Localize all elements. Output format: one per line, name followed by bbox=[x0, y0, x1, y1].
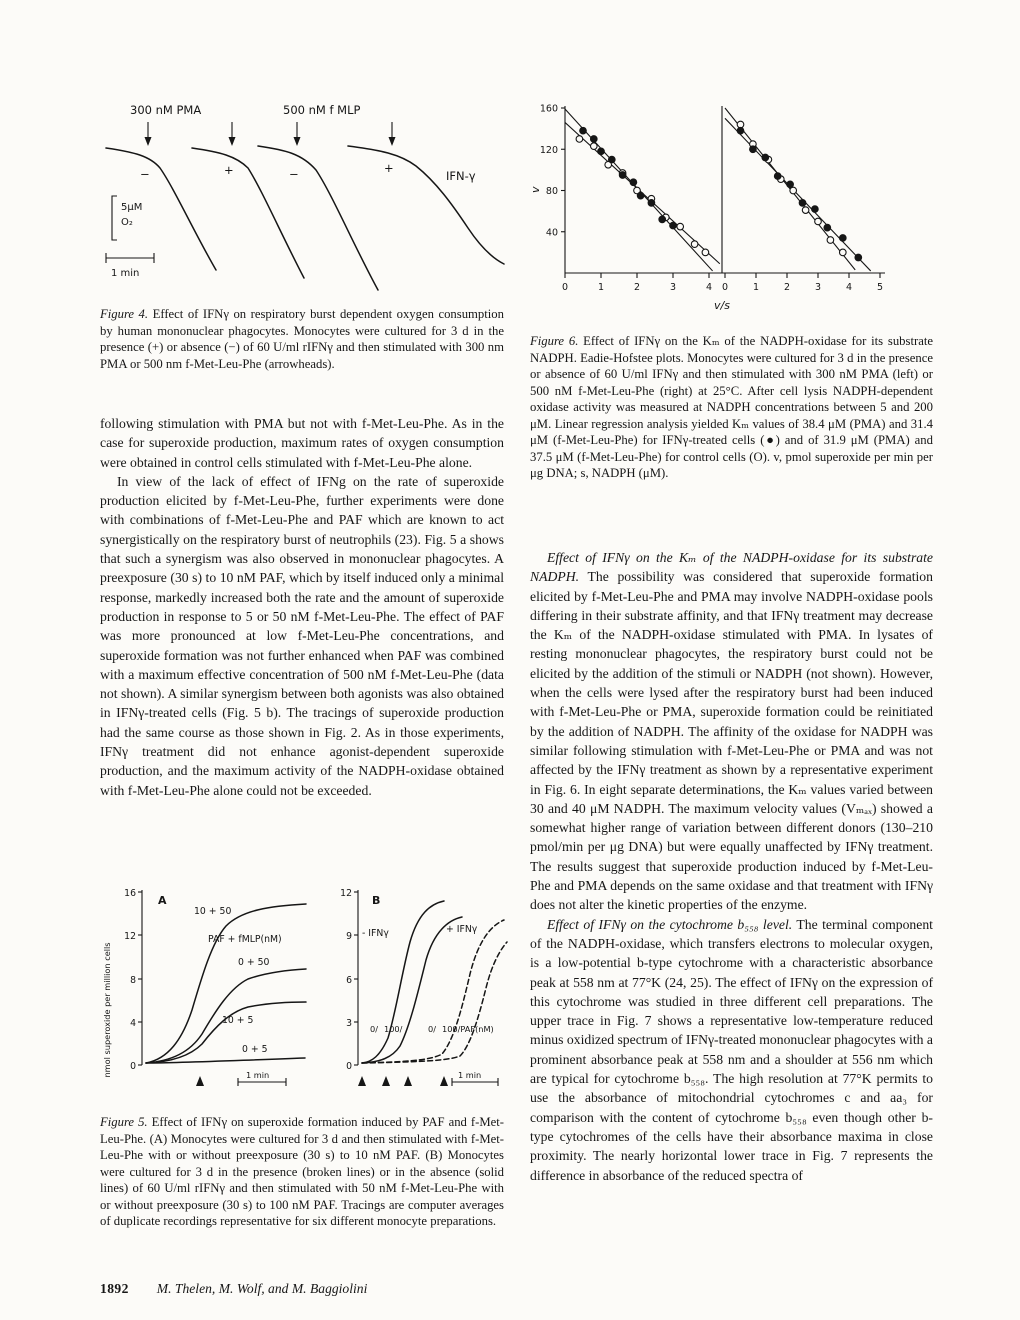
page-number: 1892 bbox=[100, 1281, 129, 1296]
panelB-label-0-dashed: 0/ bbox=[428, 1024, 436, 1034]
treated-data-point bbox=[670, 222, 677, 229]
panelB-label-minus-ifn: - IFNγ bbox=[362, 928, 389, 939]
tick-label: 160 bbox=[539, 103, 558, 115]
oxygen-scale-bracket bbox=[112, 196, 117, 240]
y-axis-ticks bbox=[540, 104, 565, 239]
figure6-caption bbox=[530, 333, 933, 482]
x-axis-label: v/s bbox=[714, 299, 730, 312]
tick-label: 3 bbox=[814, 282, 822, 293]
tick-label: 6 bbox=[346, 975, 352, 986]
panelB-time-scale-label: 1 min bbox=[458, 1070, 482, 1080]
panelB-stimulus-arrow-icon bbox=[358, 1076, 366, 1086]
control-data-point bbox=[802, 207, 809, 214]
panelB-stimulus-arrow-icon bbox=[440, 1076, 448, 1086]
figure4-caption bbox=[100, 306, 504, 372]
plus-sign: + bbox=[224, 163, 234, 177]
tick-label: 3 bbox=[346, 1018, 352, 1029]
treated-data-point bbox=[598, 148, 605, 155]
treated-data-point bbox=[630, 179, 637, 186]
stimulus-arrow-icon bbox=[294, 122, 301, 146]
oxygen-scale-label: 5μM bbox=[121, 202, 143, 213]
treated-data-point bbox=[659, 216, 666, 223]
tick-label: 80 bbox=[545, 186, 558, 197]
panelA-label-0-50: 0 + 50 bbox=[238, 957, 270, 968]
treated-data-point bbox=[737, 127, 744, 134]
left-column-text bbox=[100, 414, 504, 800]
stimulus-arrow-icon bbox=[145, 122, 152, 146]
figure4-fmlp-label: 500 nM f MLP bbox=[283, 103, 361, 117]
treated-data-point bbox=[762, 154, 769, 161]
treated-data-point bbox=[824, 224, 831, 231]
y-axis-label: nmol superoxide per million cells bbox=[102, 942, 112, 1078]
tick-label: 12 bbox=[124, 931, 136, 942]
time-scale-bar bbox=[106, 253, 154, 263]
tick-label: 0 bbox=[561, 282, 569, 293]
treated-data-point bbox=[774, 173, 781, 180]
control-data-point bbox=[840, 249, 847, 256]
control-data-point bbox=[827, 237, 834, 244]
control-data-point bbox=[576, 136, 583, 143]
paragraph: In view of the lack of effect of IFNg on the rate of superoxide production elicited by f-Met-Leu-Phe, further experiments were done with combinations of f-Met-Leu-Phe and PAF which are known to act synergistically on the respiratory burst of neutrophils (23). Fig. 5 a shows that such a synergism was also observed in mononuclear phagocytes. A preexposure (30 s) to 10 nM PAF, which by itself induced only a minimal response, markedly increased both the rate and the amount of superoxide production in response to 5 or 50 nM f-Met-Leu-Phe. The effect of PAF was more pronounced at low f-Met-Leu-Phe concentrations, and superoxide formation was not further enhanced when PAF was combined with a maximum effective concentration of 500 nM f-Met-Leu-Phe (data not shown). A similar synergism between both agonists was also obtained in IFNγ-treated cells (Fig. 5 b). The tracings of superoxide production had the same course as those shown in Fig. 2. As in those experiments, IFNγ treatment did not enhance agonist-dependent superoxide production, and the maximum activity of the NADPH-oxidase obtained with f-Met-Leu-Phe alone could not be exceeded. bbox=[100, 473, 504, 798]
tick-label: 0 bbox=[346, 1061, 352, 1072]
paragraph-text: The possibility was considered that superoxide formation elicited by f-Met-Leu-Phe and PMA may involve NADPH-oxidase pools differing in their substrate affinity, and that IFNγ treatment may decrease the Kₘ of the NADPH-oxidase stimulated with PMA. In lysates of resting mononuclear phagocytes, the respiratory burst could not be elicited by the addition of the stimuli or NADPH (not shown). However, when the cells were lysed after the respiratory burst had been induced with f-Met-Leu-Phe or PMA, superoxide formation could be reinitiated by the addition of NADPH. The affinity of the oxidase for NADPH was similar following stimulation with f-Met-Leu-Phe or PMA and was not affected by the IFNγ treatment as shown by a representative experiment in Fig. 6. In eight separate determinations, the Kₘ values varied between 30 and 40 μM NADPH. The maximum velocity values (Vₘₐₓ) showed a somewhat higher range of variation between different donors (130–210 pmol/min per μg DNA) but were equally unaffected by IFNγ treatment. The results suggest that superoxide production induced by f-Met-Leu-Phe and PMA depends on the same oxidase and that treatment with IFNγ does not alter the kinetic properties of the enzyme. bbox=[530, 569, 933, 913]
panelB-stimulus-arrow-icon bbox=[382, 1076, 390, 1086]
figure6-caption-text: Effect of IFNγ on the Kₘ of the NADPH-oxidase for its substrate NADPH. Eadie-Hofstee plots. Monocytes were cultured for 3 d in the presence or absence of 60 U/ml IFNγ and then stimulated with 300 nM PMA (left) or 500 nM f-Met-Leu-Phe (right) at 25°C. After cell lysis NADPH-dependent oxidase activity was measured at NADPH concentrations between 5 and 200 μM. Linear regression analysis yielded Kₘ values of 38.4 μM (PMA) and 31.4 μM (f-Met-Leu-Phe) for IFNγ-treated cells (●) and of 31.9 μM (PMA) and 37.5 μM (f-Met-Leu-Phe) for control cells (O). v, pmol superoxide per min per μg DNA; s, NADPH (μM). bbox=[530, 334, 934, 480]
treated-data-point bbox=[591, 136, 598, 143]
control-data-point bbox=[691, 241, 698, 248]
time-scale-label: 1 min bbox=[111, 268, 140, 279]
treated-data-point bbox=[619, 172, 626, 179]
section-run-in-heading: Effect of IFNγ on the Kₘ of the NADPH-oxidase for its substrate NADPH. bbox=[530, 550, 933, 585]
treated-data-point bbox=[799, 200, 806, 207]
panelB-label-plus-ifn: + IFNγ bbox=[446, 924, 478, 935]
treated-data-point bbox=[787, 181, 794, 188]
treated-data-point bbox=[648, 200, 655, 207]
panelA-y-ticks bbox=[124, 888, 142, 1072]
panelA-stimulus-arrow-icon bbox=[196, 1076, 204, 1086]
panelA-label-10-5: 10 + 5 bbox=[222, 1015, 254, 1026]
panelA-label-units: PAF + fMLP(nM) bbox=[208, 934, 282, 945]
panelB-label-100-dashed: 100/PAF(nM) bbox=[442, 1024, 494, 1034]
section-run-in-heading: Effect of IFNγ on the cytochrome b₅₅₈ level. bbox=[547, 916, 793, 932]
tracing-curve-fmlp-treated bbox=[348, 146, 504, 264]
panelB-label-100-solid: 100/ bbox=[384, 1024, 403, 1034]
tick-label: 5 bbox=[876, 282, 884, 293]
running-authors: M. Thelen, M. Wolf, and M. Baggiolini bbox=[156, 1281, 368, 1296]
treated-data-point bbox=[637, 192, 644, 199]
treated-data-point bbox=[609, 156, 616, 163]
control-data-point bbox=[591, 143, 598, 150]
tick-label: 4 bbox=[845, 282, 853, 293]
control-data-point bbox=[815, 218, 822, 225]
panelA-label-10-50: 10 + 50 bbox=[194, 906, 232, 917]
regression-line bbox=[725, 118, 871, 271]
paragraph-text: The terminal component of the NADPH-oxidase, which transfers electrons to molecular oxygen, is a low-potential b-type cytochrome with a characteristic absorbance peak at 558 nm at 77°K (24, 25). The effect of IFNγ on the expression of this cytochrome was studied in three different cell preparations. The upper trace in Fig. 7 shows a representative low-temperature reduced minus oxidized spectrum of IFNγ-treated mononuclear phagocytes with a prominent absorbance peak at 558 nm and a shoulder at 556 nm which are typical for cytochrome b₅₅₈. The high resolution at 77°K permits to use the absorbance of mitochondrial cytochromes c and aa₃ for comparison with the content of cytochrome b₅₅₈ even though other b-type cytochromes of the cells have their absorbance maxima in close proximity. The nearly horizontal lower trace in Fig. 7 represents the difference in absorbance of the reduced spectra of bbox=[530, 916, 933, 1183]
tick-label: 12 bbox=[340, 888, 352, 899]
paragraph: following stimulation with PMA but not with f-Met-Leu-Phe. As in the case for superoxide production, maximum rates of oxygen consumption were obtained in control cells stimulated with f-Met-Leu-Phe alone. bbox=[100, 416, 504, 470]
panelA-label-0-5: 0 + 5 bbox=[242, 1044, 268, 1055]
left-panel-pma bbox=[562, 109, 720, 293]
tick-label: 0 bbox=[130, 1061, 136, 1072]
tick-label: 4 bbox=[130, 1018, 136, 1029]
minus-sign: − bbox=[140, 167, 150, 181]
treated-data-point bbox=[750, 146, 757, 153]
figure-5-superoxide-panels bbox=[100, 880, 510, 1108]
control-data-point bbox=[677, 223, 684, 230]
y-axis-label: v bbox=[529, 186, 542, 193]
tick-label: 40 bbox=[545, 227, 558, 239]
panelB-letter: B bbox=[372, 894, 381, 907]
treated-data-point bbox=[840, 235, 847, 242]
treated-data-point bbox=[580, 127, 587, 134]
paragraph bbox=[530, 548, 933, 915]
panelB-dashed-curve-0 bbox=[362, 942, 507, 1063]
panelA-letter: A bbox=[158, 894, 167, 907]
tick-label: 16 bbox=[124, 888, 136, 899]
figure4-caption-label: Figure 4. bbox=[100, 307, 149, 321]
treated-data-point bbox=[855, 254, 862, 261]
panelA-curve-10-5 bbox=[146, 1002, 306, 1063]
control-data-point bbox=[737, 121, 744, 128]
control-data-point bbox=[702, 249, 709, 256]
right-column-text bbox=[530, 548, 933, 1185]
plus-sign: + bbox=[384, 161, 394, 175]
panelA-time-scale-label: 1 min bbox=[246, 1070, 270, 1080]
tick-label: 1 bbox=[597, 282, 605, 293]
paragraph bbox=[530, 915, 933, 1185]
tick-label: 9 bbox=[346, 931, 352, 942]
figure4-pma-label: 300 nM PMA bbox=[130, 103, 202, 117]
tick-label: 2 bbox=[633, 282, 641, 293]
tick-label: 1 bbox=[752, 282, 760, 293]
tick-label: 8 bbox=[130, 975, 136, 986]
panelB-label-0-solid: 0/ bbox=[370, 1024, 378, 1034]
figure6-caption-label: Figure 6. bbox=[530, 334, 579, 348]
panelB-stimulus-arrow-icon bbox=[404, 1076, 412, 1086]
panelB-y-ticks bbox=[340, 888, 358, 1072]
figure5-caption bbox=[100, 1114, 504, 1230]
stimulus-arrow-icon bbox=[389, 122, 396, 146]
tick-label: 0 bbox=[721, 282, 729, 293]
page-footer bbox=[100, 1281, 800, 1297]
stimulus-arrow-icon bbox=[229, 122, 236, 146]
tick-label: 4 bbox=[705, 282, 713, 293]
right-panel-fmlp bbox=[722, 108, 883, 293]
figure5-caption-text: Effect of IFNγ on superoxide formation induced by PAF and f-Met-Leu-Phe. (A) Monocytes were cultured for 3 d and then stimulated with f-Met-Leu-Phe with or without preexposure (30 s) to 10 nM PAF. (B) Monocytes were cultured for 3 d in the presence (broken lines) or in the absence (solid lines) of 60 U/ml rIFNγ and then stimulated with 50 nM f-Met-Leu-Phe with or without preexposure (30 s) to 100 nM PAF. Tracings are computer averages of duplicate recordings representative for six different monocyte preparations. bbox=[100, 1115, 505, 1228]
minus-sign: − bbox=[289, 167, 299, 181]
panelA-curve-10-50 bbox=[146, 904, 306, 1063]
tick-label: 120 bbox=[539, 144, 558, 156]
tick-label: 2 bbox=[783, 282, 791, 293]
oxygen-scale-label-2: O₂ bbox=[121, 217, 133, 228]
tracing-curve-fmlp-control bbox=[258, 146, 378, 290]
figure-6-eadie-hofstee-plots bbox=[525, 98, 900, 318]
figure-4-tracings bbox=[100, 100, 510, 300]
control-data-point bbox=[790, 187, 797, 194]
tick-label: 3 bbox=[669, 282, 677, 293]
figure4-caption-text: Effect of IFNγ on respiratory burst dependent oxygen consumption by human mononuclear phagocytes. Monocytes were cultured for 3 d in the presence (+) or absence (−) of 60 U/ml rIFNγ and then stimulated with 300 nm PMA or 500 nm f-Met-Leu-Phe (arrowheads). bbox=[100, 307, 504, 371]
ifn-gamma-label: IFN-γ bbox=[446, 169, 476, 183]
figure5-caption-label: Figure 5. bbox=[100, 1115, 148, 1129]
treated-data-point bbox=[812, 206, 819, 213]
